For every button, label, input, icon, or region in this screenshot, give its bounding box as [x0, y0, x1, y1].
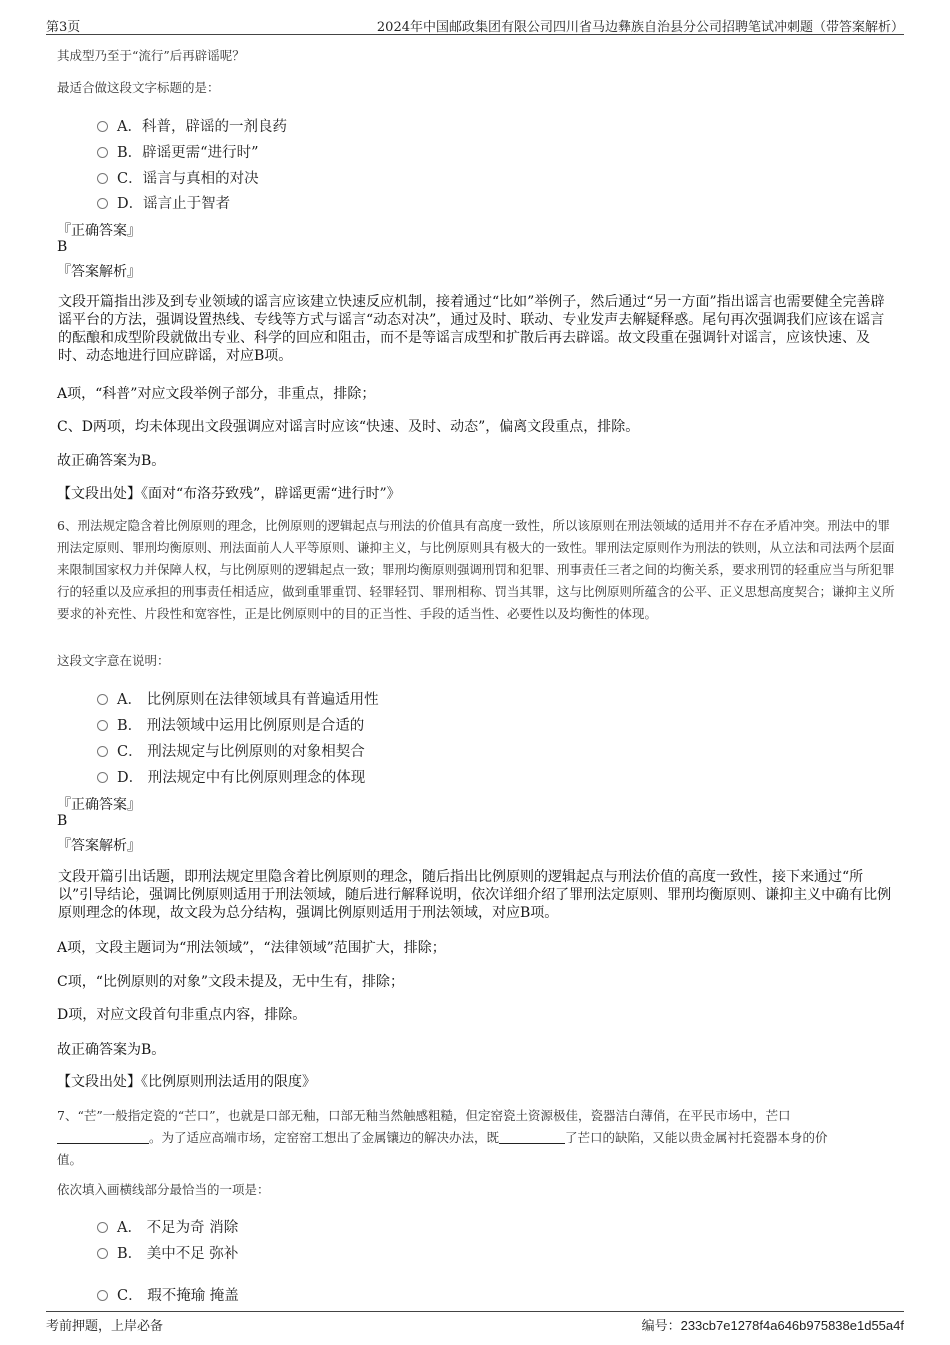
q7-option-c[interactable]: C． 瑕不掩瑜 掩盖	[97, 1284, 239, 1305]
q6-answer-label: 『正确答案』	[57, 797, 141, 813]
q5-answer-label: 『正确答案』	[57, 223, 141, 239]
radio-icon[interactable]	[97, 198, 108, 209]
radio-icon[interactable]	[97, 746, 108, 757]
radio-icon[interactable]	[97, 720, 108, 731]
q5-note-cd: C、D两项，均未体现出文段强调应对谣言时应该“快速、及时、动态”，偏离文段重点，排除。	[57, 419, 640, 435]
q6-option-c[interactable]: C． 刑法规定与比例原则的对象相契合	[97, 740, 365, 761]
document-code: 编号：233cb7e1278f4a646b975838e1d55a4f	[641, 1318, 904, 1334]
page-number: 第3页	[46, 20, 81, 35]
q5-note-a: A项，“科普”对应文段举例子部分，非重点，排除；	[57, 386, 376, 402]
q5-analysis: 文段开篇指出涉及到专业领域的谣言应该建立快速反应机制，接着通过“比如”举例子，然后通过“另一方面”指出谣言也需要健全完善辟谣平台的方法，强调设置热线、专线等方式与谣言“动态对决”，通过及时、联动、专业发声去解疑释惑。尾句再次强调我们应该在谣言的酝酿和成型阶段就做出专业、科学的回应和阻击，而不是等谣言成型和扩散后再去辟谣。故文段重在强调针对谣言，应该快速、及时、动态地进行回应辟谣，对应B项。	[58, 294, 885, 364]
q7-text: 7、“芒”一般指定瓷的“芒口”，也就是口部无釉，口部无釉当然触感粗糙，但定窑瓷土资源极佳，瓷器洁白薄俏，在平民市场中，芒口 。为了适应高端市场，定窑窑工想出了金属镶边的解决办法，既 了芒口的缺陷，又能以贵金属衬托瓷器本身的价 值。	[57, 1108, 828, 1167]
q5-conclusion: 故正确答案为B。	[57, 453, 166, 469]
radio-icon[interactable]	[97, 1290, 108, 1301]
radio-icon[interactable]	[97, 147, 108, 158]
radio-icon[interactable]	[97, 121, 108, 132]
radio-icon[interactable]	[97, 1222, 108, 1233]
q5-option-c[interactable]: C．谣言与真相的对决	[97, 167, 259, 188]
q6-option-a[interactable]: A． 比例原则在法律领域具有普遍适用性	[97, 688, 379, 709]
q5-option-d[interactable]: D．谣言止于智者	[97, 192, 230, 213]
q6-analysis: 文段开篇引出话题，即刑法规定里隐含着比例原则的理念，随后指出比例原则的逻辑起点与刑法价值的高度一致性，接下来通过“所以”引导结论，强调比例原则适用于刑法领域，随后进行解释说明，依次详细介绍了罪刑法定原则、罪刑均衡原则、谦抑主义中确有比例原则理念的体现，故文段为总分结构，强调比例原则适用于刑法领域，对应B项。	[58, 869, 892, 921]
q5-option-b[interactable]: B．辟谣更需“进行时”	[97, 141, 258, 162]
q6-text: 6、刑法规定隐含着比例原则的理念，比例原则的逻辑起点与刑法的价值具有高度一致性，所以该原则在刑法领域的适用并不存在矛盾冲突。刑法中的罪刑法定原则、罪刑均衡原则、刑法面前人人平等原则、谦抑主义，与比例原则具有极大的一致性。罪刑法定原则作为刑法的铁则，从立法和司法两个层面来限制国家权力并保障人权，与比例原则的逻辑起点一致；罪刑均衡原则强调刑罚和犯罪、刑事责任三者之间的均衡关系，要求刑罚的轻重应当与所犯罪行的轻重以及应承担的刑事责任相适应，做到重罪重罚、轻罪轻罚、罪刑相称、罚当其罪，这与比例原则所蕴含的公平、正义思想高度契合；谦抑主义所要求的补充性、片段性和宽容性，正是比例原则中的目的正当性、手段的适当性、必要性以及均衡性的体现。	[57, 518, 895, 621]
q6-analysis-label: 『答案解析』	[57, 838, 141, 854]
q6-option-d[interactable]: D． 刑法规定中有比例原则理念的体现	[97, 766, 365, 787]
radio-icon[interactable]	[97, 772, 108, 783]
q5-intro: 其成型乃至于“流行”后再辟谣呢？	[57, 48, 245, 63]
page-footer	[46, 1311, 904, 1334]
q5-answer: B	[57, 239, 68, 255]
fill-blank-1	[57, 1129, 149, 1144]
radio-icon[interactable]	[97, 1248, 108, 1259]
q5-analysis-label: 『答案解析』	[57, 264, 141, 280]
document-title: 2024年中国邮政集团有限公司四川省马边彝族自治县分公司招聘笔试冲刺题（带答案解析）	[376, 20, 904, 35]
footer-slogan: 考前押题，上岸必备	[46, 1319, 164, 1334]
q5-option-a[interactable]: A．科普，辟谣的一剂良药	[97, 115, 287, 136]
radio-icon[interactable]	[97, 694, 108, 705]
q7-option-a[interactable]: A． 不足为奇 消除	[97, 1216, 238, 1237]
q6-note-a: A项，文段主题词为“刑法领域”，“法律领域”范围扩大，排除；	[57, 940, 446, 956]
page-header	[46, 14, 904, 35]
q6-answer: B	[57, 813, 68, 829]
q5-prompt: 最适合做这段文字标题的是：	[57, 80, 220, 95]
q7-prompt: 依次填入画横线部分最恰当的一项是：	[57, 1182, 270, 1197]
fill-blank-2	[499, 1129, 565, 1144]
q6-source: 【文段出处】《比例原则刑法适用的限度》	[57, 1074, 316, 1090]
q6-note-d: D项，对应文段首句非重点内容，排除。	[57, 1007, 307, 1023]
q6-prompt: 这段文字意在说明：	[57, 653, 170, 668]
radio-icon[interactable]	[97, 173, 108, 184]
q6-option-b[interactable]: B． 刑法领域中运用比例原则是合适的	[97, 714, 364, 735]
q6-conclusion: 故正确答案为B。	[57, 1042, 166, 1058]
q7-option-b[interactable]: B． 美中不足 弥补	[97, 1242, 238, 1263]
q5-source: 【文段出处】《面对“布洛芬致残”，辟谣更需“进行时”》	[57, 486, 401, 502]
q6-note-c: C项，“比例原则的对象”文段未提及，无中生有，排除；	[57, 974, 405, 990]
